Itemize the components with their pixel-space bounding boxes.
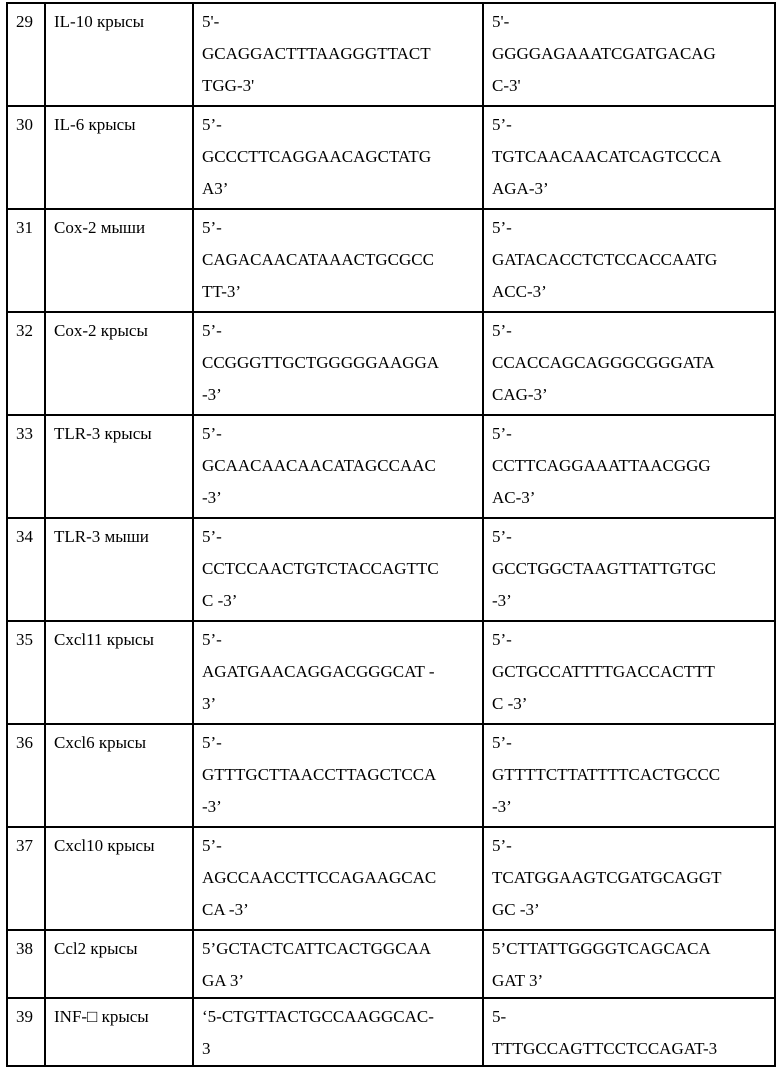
forward-primer-line: GTTTGCTTAACCTTAGCTCCA (202, 759, 476, 791)
reverse-primer-line: CAG-3’ (492, 379, 768, 411)
forward-primer-line: 5'- (202, 6, 476, 38)
reverse-primer (483, 621, 775, 724)
reverse-primer-line: 5’- (492, 830, 768, 862)
table-row (7, 827, 775, 930)
reverse-primer-line: GCCTGGCTAAGTTATTGTGC (492, 553, 768, 585)
reverse-primer-line: 5'- (492, 6, 768, 38)
table-row (7, 621, 775, 724)
table-row (7, 518, 775, 621)
reverse-primer-line: TTTGCCAGTTCCTCCAGAT-3 (492, 1033, 768, 1065)
reverse-primer-line: -3’ (492, 585, 768, 617)
forward-primer-line: -3’ (202, 791, 476, 823)
forward-primer-line: TT-3’ (202, 276, 476, 308)
forward-primer-line: -3’ (202, 379, 476, 411)
forward-primer (193, 3, 483, 106)
table-row (7, 3, 775, 106)
reverse-primer-line: 5’- (492, 212, 768, 244)
forward-primer-line: AGATGAACAGGACGGGCAT - (202, 656, 476, 688)
forward-primer (193, 827, 483, 930)
row-number: 29 (7, 3, 45, 106)
forward-primer-line: 5’GCTACTCATTCACTGGCAA (202, 933, 476, 965)
reverse-primer-line: TGTCAACAACATCAGTCCCA (492, 141, 768, 173)
forward-primer-line: 3 (202, 1033, 476, 1065)
gene-name: Cxcl10 крысы (45, 827, 193, 930)
reverse-primer-line: 5’CTTATTGGGGTCAGCACA (492, 933, 768, 965)
gene-name: Cox-2 крысы (45, 312, 193, 415)
forward-primer (193, 518, 483, 621)
reverse-primer (483, 724, 775, 827)
forward-primer (193, 998, 483, 1066)
forward-primer-line: 5’- (202, 521, 476, 553)
table-row (7, 998, 775, 1066)
forward-primer-line: CA -3’ (202, 894, 476, 926)
forward-primer (193, 930, 483, 998)
forward-primer (193, 621, 483, 724)
forward-primer-line: ‘5-CTGTTACTGCCAAGGCAC- (202, 1001, 476, 1033)
reverse-primer-line: 5’- (492, 521, 768, 553)
forward-primer-line: GCCCTTCAGGAACAGCTATG (202, 141, 476, 173)
row-number: 37 (7, 827, 45, 930)
forward-primer-line: CCGGGTTGCTGGGGGAAGGA (202, 347, 476, 379)
forward-primer-line: TGG-3' (202, 70, 476, 102)
reverse-primer-line: 5’- (492, 418, 768, 450)
forward-primer-line: 5’- (202, 624, 476, 656)
reverse-primer-line: AGA-3’ (492, 173, 768, 205)
reverse-primer-line: GGGGAGAAATCGATGACAG (492, 38, 768, 70)
table-row (7, 724, 775, 827)
forward-primer-line: 5’- (202, 109, 476, 141)
gene-name: TLR-3 мыши (45, 518, 193, 621)
forward-primer (193, 209, 483, 312)
reverse-primer-line: 5’- (492, 727, 768, 759)
reverse-primer (483, 518, 775, 621)
row-number: 35 (7, 621, 45, 724)
table-row (7, 312, 775, 415)
row-number: 30 (7, 106, 45, 209)
forward-primer-line: CCTCCAACTGTCTACCAGTTC (202, 553, 476, 585)
forward-primer-line: 3’ (202, 688, 476, 720)
gene-name: Ccl2 крысы (45, 930, 193, 998)
reverse-primer-line: 5- (492, 1001, 768, 1033)
forward-primer (193, 106, 483, 209)
reverse-primer-line: CCACCAGCAGGGCGGGATA (492, 347, 768, 379)
gene-name: Cxcl11 крысы (45, 621, 193, 724)
reverse-primer-line: GC -3’ (492, 894, 768, 926)
primer-table (6, 2, 776, 1067)
reverse-primer-line: ACC-3’ (492, 276, 768, 308)
reverse-primer-line: C -3’ (492, 688, 768, 720)
table-row (7, 930, 775, 998)
forward-primer-line: CAGACAACATAAACTGCGCC (202, 244, 476, 276)
gene-name: IL-6 крысы (45, 106, 193, 209)
forward-primer-line: 5’- (202, 212, 476, 244)
reverse-primer-line: TCATGGAAGTCGATGCAGGT (492, 862, 768, 894)
reverse-primer-line: -3’ (492, 791, 768, 823)
forward-primer-line: AGCCAACCTTCCAGAAGCAC (202, 862, 476, 894)
reverse-primer-line: 5’- (492, 315, 768, 347)
forward-primer-line: 5’- (202, 727, 476, 759)
row-number: 38 (7, 930, 45, 998)
forward-primer-line: -3’ (202, 482, 476, 514)
forward-primer-line: GA 3’ (202, 965, 476, 997)
gene-name: INF-□ крысы (45, 998, 193, 1066)
reverse-primer (483, 998, 775, 1066)
table-row (7, 106, 775, 209)
reverse-primer-line: CCTTCAGGAAATTAACGGG (492, 450, 768, 482)
gene-name: TLR-3 крысы (45, 415, 193, 518)
forward-primer (193, 415, 483, 518)
reverse-primer-line: 5’- (492, 109, 768, 141)
primer-table-body (7, 3, 775, 1066)
reverse-primer-line: AC-3’ (492, 482, 768, 514)
row-number: 39 (7, 998, 45, 1066)
forward-primer-line: 5’- (202, 315, 476, 347)
reverse-primer (483, 106, 775, 209)
row-number: 33 (7, 415, 45, 518)
forward-primer (193, 724, 483, 827)
gene-name: IL-10 крысы (45, 3, 193, 106)
reverse-primer (483, 312, 775, 415)
forward-primer-line: 5’- (202, 418, 476, 450)
reverse-primer-line: GCTGCCATTTTGACCACTTT (492, 656, 768, 688)
forward-primer-line: A3’ (202, 173, 476, 205)
forward-primer-line: 5’- (202, 830, 476, 862)
reverse-primer (483, 3, 775, 106)
row-number: 34 (7, 518, 45, 621)
gene-name: Cxcl6 крысы (45, 724, 193, 827)
reverse-primer-line: GATACACCTCTCCACCAATG (492, 244, 768, 276)
reverse-primer (483, 930, 775, 998)
row-number: 31 (7, 209, 45, 312)
row-number: 32 (7, 312, 45, 415)
reverse-primer-line: GTTTTCTTATTTTCACTGCCC (492, 759, 768, 791)
reverse-primer-line: 5’- (492, 624, 768, 656)
forward-primer-line: GCAACAACAACATAGCCAAC (202, 450, 476, 482)
reverse-primer (483, 827, 775, 930)
table-row (7, 415, 775, 518)
gene-name: Cox-2 мыши (45, 209, 193, 312)
reverse-primer-line: GAT 3’ (492, 965, 768, 997)
reverse-primer (483, 415, 775, 518)
forward-primer (193, 312, 483, 415)
reverse-primer-line: C-3' (492, 70, 768, 102)
reverse-primer (483, 209, 775, 312)
forward-primer-line: C -3’ (202, 585, 476, 617)
row-number: 36 (7, 724, 45, 827)
forward-primer-line: GCAGGACTTTAAGGGTTACT (202, 38, 476, 70)
table-row (7, 209, 775, 312)
